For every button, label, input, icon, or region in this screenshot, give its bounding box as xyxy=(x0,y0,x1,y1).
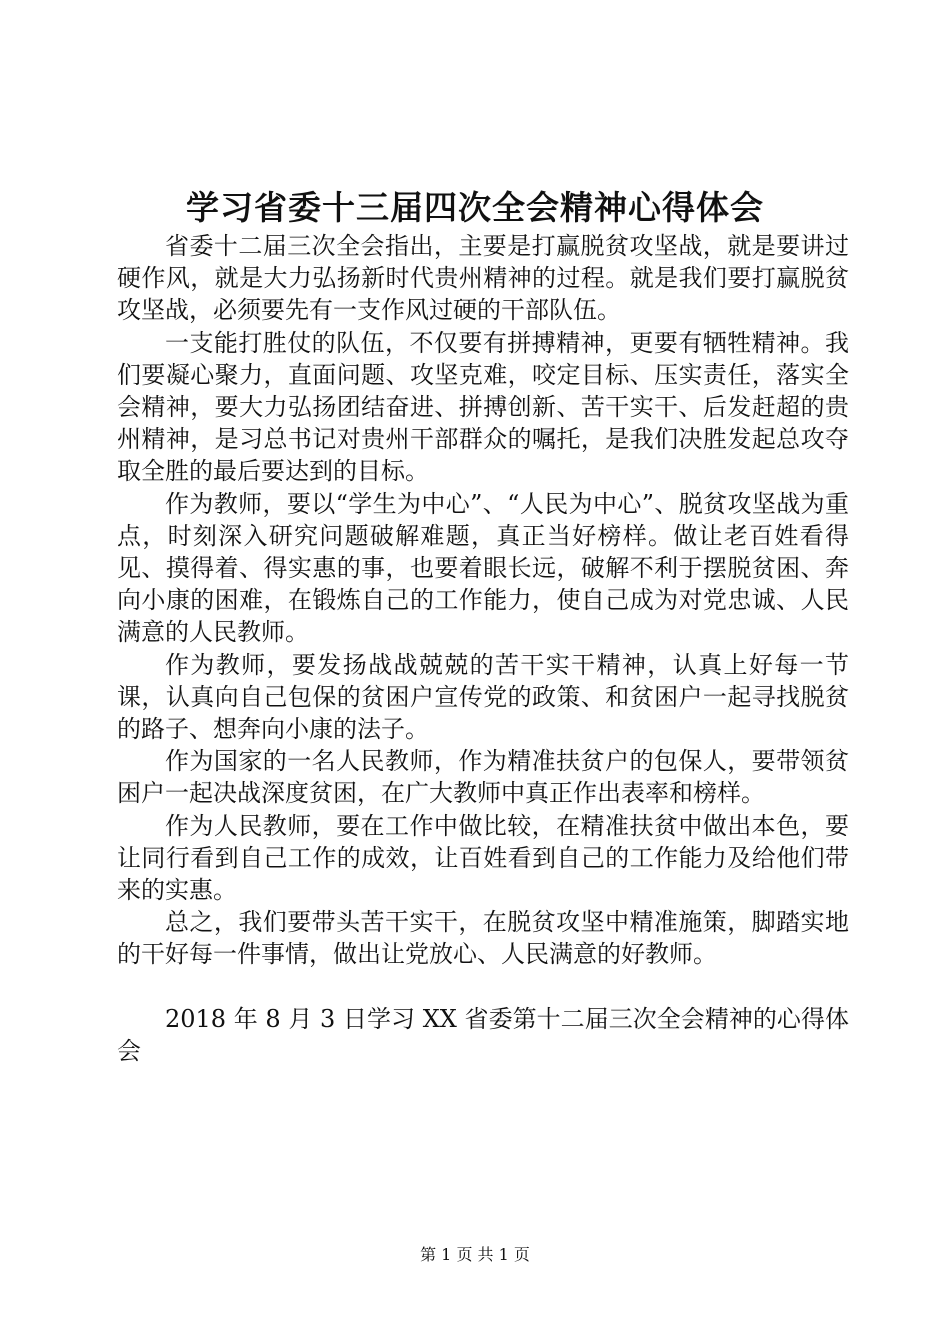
document-title: 学习省委十三届四次全会精神心得体会 xyxy=(186,188,764,227)
paragraph: 作为教师，要以“学生为中心”、“人民为中心”、脱贫攻坚战为重点，时刻深入研究问题破解难题，真正当好榜样。做让老百姓看得见、摸得着、得实惠的事，也要着眼长远，破解不利于摆脱贫困、奔向小康的困难，在锻炼自己的工作能力，使自己成为对党忠诚、人民满意的人民教师。 xyxy=(117,489,849,647)
paragraph: 一支能打胜仗的队伍，不仅要有拼搏精神，更要有牺牲精神。我们要凝心聚力，直面问题、攻坚克难，咬定目标、压实责任，落实全会精神，要大力弘扬团结奋进、拼搏创新、苦干实干、后发赶超的贵州精神，是习总书记对贵州干部群众的嘱托，是我们决胜发起总攻夺取全胜的最后要达到的目标。 xyxy=(117,328,849,486)
paragraph: 作为人民教师，要在工作中做比较，在精准扶贫中做出本色，要让同行看到自己工作的成效，让百姓看到自己的工作能力及给他们带来的实惠。 xyxy=(117,811,849,905)
paragraph: 省委十二届三次全会指出，主要是打赢脱贫攻坚战，就是要讲过硬作风，就是大力弘扬新时代贵州精神的过程。就是我们要打赢脱贫攻坚战，必须要先有一支作风过硬的干部队伍。 xyxy=(117,232,849,325)
closing-note: 2018 年 8 月 3 日学习 XX 省委第十二届三次全会精神的心得体会 xyxy=(117,1004,849,1065)
page-number-footer: 第 1 页 共 1 页 xyxy=(420,1245,530,1264)
document-body xyxy=(117,230,849,1067)
paragraph: 作为教师，要发扬战战兢兢的苦干实干精神，认真上好每一节课，认真向自己包保的贫困户宣传党的政策、和贫困户一起寻找脱贫的路子、想奔向小康的法子。 xyxy=(117,650,849,744)
blank-line xyxy=(117,971,849,1003)
paragraph: 作为国家的一名人民教师，作为精准扶贫户的包保人，要带领贫困户一起决战深度贫困，在广大教师中真正作出表率和榜样。 xyxy=(117,747,849,808)
paragraph: 总之，我们要带头苦干实干，在脱贫攻坚中精准施策，脚踏实地的干好每一件事情，做出让党放心、人民满意的好教师。 xyxy=(117,908,849,969)
